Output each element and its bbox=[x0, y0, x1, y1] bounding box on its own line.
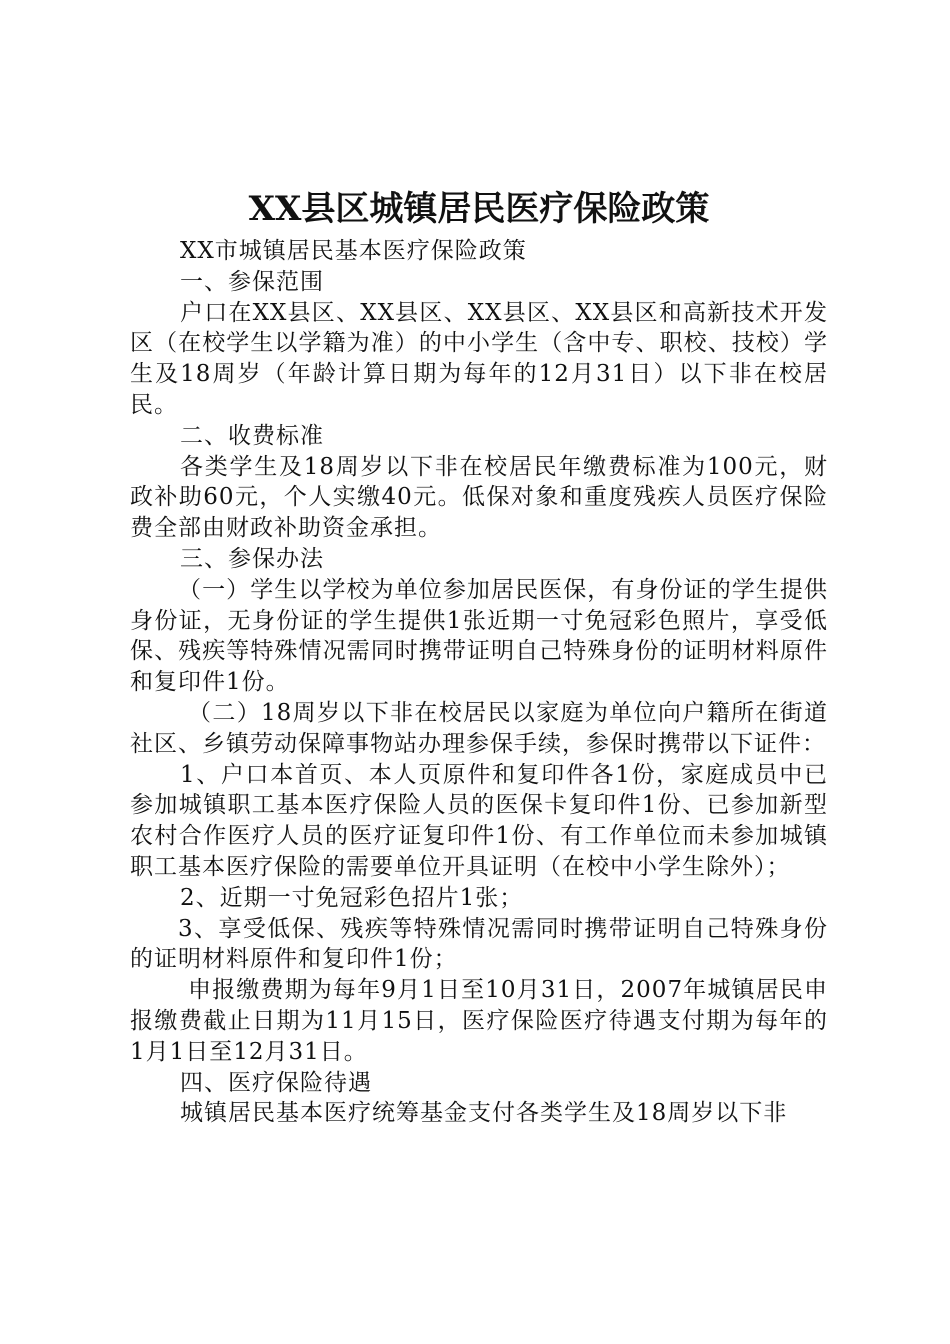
documents-item-2-paragraph: 2、近期一寸免冠彩色招片1张； bbox=[180, 884, 524, 911]
scope-paragraph: 户口在XX县区、XX县区、XX县区、XX县区和高新技术开发区（在校学生以学籍为准）的中小学生（含中专、职校、技校）学生及18周岁（年龄计算日期为每年的12月31日）以下非在校居民。 bbox=[130, 299, 828, 418]
fees-paragraph: 各类学生及18周岁以下非在校居民年缴费标准为100元，财政补助60元，个人实缴40元。低保对象和重度残疾人员医疗保险费全部由财政补助资金承担。 bbox=[130, 453, 828, 542]
document-page bbox=[130, 184, 828, 1129]
payment-period-paragraph: 申报缴费期为每年9月1日至10月31日，2007年城镇居民申报缴费截止日期为11月15日，医疗保险医疗待遇支付期为每年的1月1日至12月31日。 bbox=[130, 977, 828, 1065]
documents-item-1-paragraph: 1、户口本首页、本人页原件和复印件各1份，家庭成员中已参加城镇职工基本医疗保险人员的医保卡复印件1份、已参加新型农村合作医疗人员的医疗证复印件1份、有工作单位而未参加城镇职工基本医疗保险的需要单位开具证明（在校中小学生除外）； bbox=[130, 761, 828, 880]
documents-item-3-paragraph: 3、享受低保、残疾等特殊情况需同时携带证明自己特殊身份的证明材料原件和复印件1份； bbox=[130, 915, 828, 973]
document-title: XX县区城镇居民医疗保险政策 bbox=[248, 189, 710, 229]
subtitle-paragraph: XX市城镇居民基本医疗保险政策 bbox=[180, 238, 527, 264]
method-item-1-paragraph: （一）学生以学校为单位参加居民医保，有身份证的学生提供身份证，无身份证的学生提供1张近期一寸免冠彩色照片，享受低保、残疾等特殊情况需同时携带证明自己特殊身份的证明材料原件和复印件1份。 bbox=[130, 576, 828, 696]
section-heading-benefits: 四、医疗保险待遇 bbox=[180, 1069, 372, 1096]
section-heading-fees: 二、收费标准 bbox=[180, 422, 324, 449]
section-heading-scope: 一、参保范围 bbox=[180, 268, 324, 295]
section-heading-method: 三、参保办法 bbox=[180, 545, 324, 572]
benefits-paragraph: 城镇居民基本医疗统筹基金支付各类学生及18周岁以下非 bbox=[180, 1100, 788, 1127]
method-item-2-paragraph: （二）18周岁以下非在校居民以家庭为单位向户籍所在街道社区、乡镇劳动保障事物站办理参保手续，参保时携带以下证件： bbox=[130, 699, 828, 757]
